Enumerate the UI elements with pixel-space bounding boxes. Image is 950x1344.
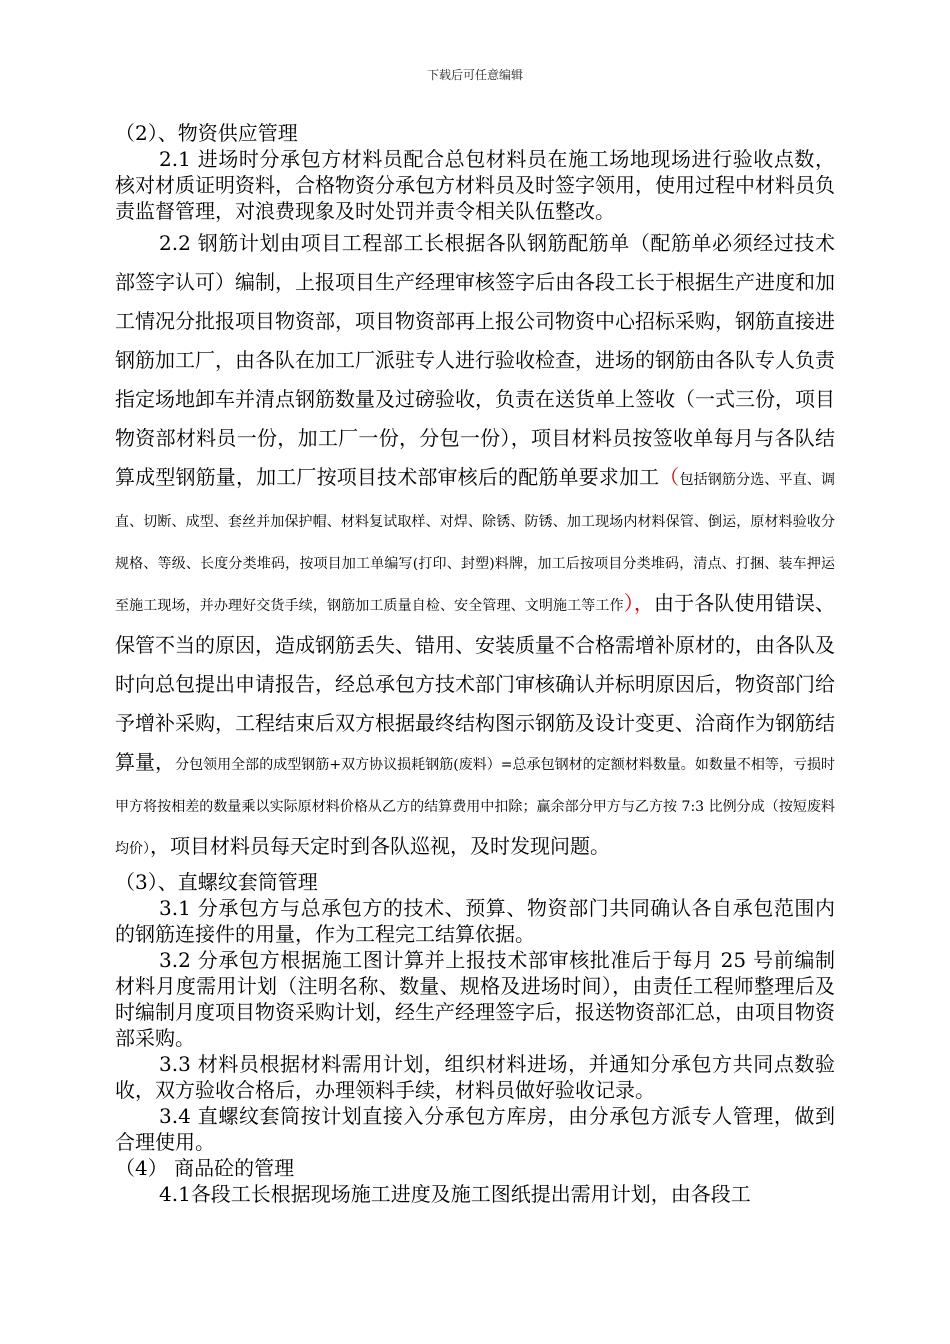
paragraph-2-2-part3: 由于各队使用错误、保管不当的原因，造成钢筋丢失、错用、安装质量不合格需增补原材的，由各队及时向总包提出申请报告，经总承包方技术部门审核确认并标明原因后，物资部门给予增补采购，工程结束后双方根据最终结构图示钢筋及设计变更、洽商作为钢筋结算量， [115,591,836,774]
paragraph-2-2 [115,224,835,869]
section-title-3: （3）、直螺纹套筒管理 [115,870,318,894]
paragraph-3-1: 3.1 分承包方与总承包方的技术、预算、物资部门共同确认各自承包范围内的钢筋连接件的用量，作为工程完工结算依据。 [115,896,835,946]
section-title-4: （4） 商品砼的管理 [115,1156,295,1180]
paren-close: ）， [623,591,654,615]
paragraph-2-2-detail: 包括钢筋分选、平直、调直、切断、成型、套丝并加保护帽、材料复试取样、对焊、除锈、防锈、加工现场内材料保管、倒运，原材料验收分规格、等级、长度分类堆码，按项目加工单编写(打印、封塑)料牌，加工后按项目分类堆码，清点、打捆、装车押运至施工现场，并办理好交货手续，钢筋加工质量自检、安全管理、文明施工等工作 [115,472,836,614]
paren-open: （ [659,465,680,489]
paragraph-3-3: 3.3 材料员根据材料需用计划，组织材料进场，并通知分承包方共同点数验收，双方验收合格后，办理领料手续，材料员做好验收记录。 [115,1052,835,1102]
paragraph-3-2: 3.2 分承包方根据施工图计算并上报技术部审核批准后于每月 25 号前编制材料月度需用计划（注明名称、数量、规格及进场时间），由责任工程师整理后及时编制月度项目物资采购计划，经生产经理签字后，报送物资部汇总，由项目物资部采购。 [115,948,835,1050]
paragraph-4-1: 4.1各段工长根据现场施工进度及施工图纸提出需用计划，由各段工 [159,1182,751,1206]
paragraph-2-2-part1: 2.2 钢筋计划由项目工程部工长根据各队钢筋配筋单（配筋单必须经过技术部签字认可）编制，上报项目生产经理审核签字后由各段工长于根据生产进度和加工情况分批报项目物资部，项目物资部再上报公司物资中心招标采购，钢筋直接进钢筋加工厂，由各队在加工厂派驻专人进行验收检查，进场的钢筋由各队专人负责指定场地卸车并清点钢筋数量及过磅验收，负责在送货单上签收（一式三份，项目物资部材料员一份，加工厂一份，分包一份），项目材料员按签收单每月与各队结算成型钢筋量，加工厂按项目技术部审核后的配筋单要求加工 [115,231,835,489]
document-body [115,120,835,1207]
paragraph-2-1: 2.1 进场时分承包方材料员配合总包材料员在施工场地现场进行验收点数，核对材质证明资料，合格物资分承包方材料员及时签字领用，使用过程中材料员负责监督管理，对浪费现象及时处罚并责令相关队伍整改。 [115,147,835,223]
paragraph-2-2-part5: ，项目材料员每天定时到各队巡视，及时发现问题。 [150,834,610,858]
paragraph-2-2-formula: 分包领用全部的成型钢筋+双方协议损耗钢筋(废料）=总承包钢材的定额材料数量。如数量不相等，亏损时甲方将按相差的数量乘以实际原材料价格从乙方的结算费用中扣除；赢余部分甲方与乙方按 7:3 比例分成（按短废料均价） [115,757,836,857]
section-title-2: （2）、物资供应管理 [115,121,298,145]
paragraph-3-4: 3.4 直螺纹套筒按计划直接入分承包方库房，由分承包方派专人管理，做到合理使用。 [115,1104,835,1154]
page-header: 下载后可任意编辑 [426,68,523,82]
